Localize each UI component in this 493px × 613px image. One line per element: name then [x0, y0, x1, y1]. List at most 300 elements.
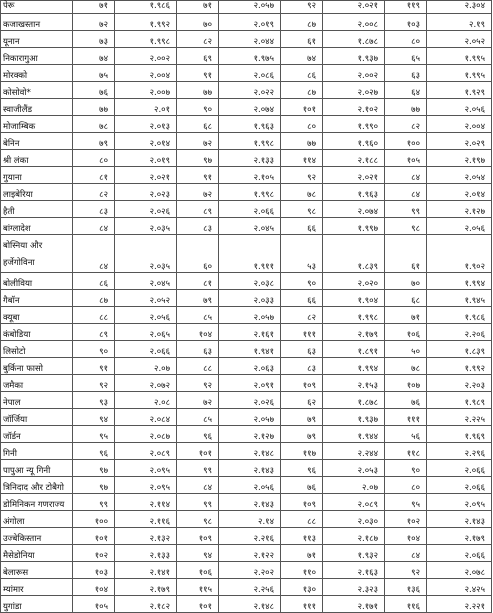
value-cell: १.९४१	[219, 341, 281, 358]
table-row	[1, 324, 492, 341]
country-name-cell: हैती	[1, 201, 73, 218]
value-cell: २.०८४	[115, 409, 177, 426]
value-cell: ६१	[281, 31, 323, 48]
table-row	[1, 31, 492, 48]
value-cell: १००	[73, 511, 115, 528]
value-cell: २.०५३	[323, 460, 385, 477]
value-cell: ८२	[177, 31, 219, 48]
value-cell: १.९११	[219, 235, 281, 273]
value-cell: ९६	[177, 426, 219, 443]
country-name-cell: बोस्निया और हर्जेगोविना	[1, 235, 73, 273]
value-cell: ७०	[385, 273, 427, 290]
value-cell: १.९९४	[427, 273, 492, 290]
table-row	[1, 596, 492, 613]
table-row	[1, 14, 492, 31]
value-cell: १००	[385, 133, 427, 150]
value-cell: १.९७५	[219, 48, 281, 65]
value-cell: १.८३९	[427, 341, 492, 358]
value-cell: २.०४५	[115, 273, 177, 290]
value-cell: २.००४	[115, 65, 177, 82]
value-cell: २.०६६	[219, 201, 281, 218]
table-row	[1, 392, 492, 409]
value-cell: २.०१९	[219, 14, 281, 31]
country-name-cell: यूनान	[1, 31, 73, 48]
value-cell: ८८	[73, 307, 115, 324]
country-name-cell: बुर्किना फासो	[1, 358, 73, 375]
value-cell: ८९	[177, 201, 219, 218]
value-cell: ८४	[385, 545, 427, 562]
value-cell: ९०	[281, 273, 323, 290]
table-row	[1, 184, 492, 201]
value-cell: २.०८६	[219, 65, 281, 82]
value-cell: ९०	[177, 99, 219, 116]
value-cell: ७५	[73, 65, 115, 82]
value-cell: ७७	[281, 133, 323, 150]
country-name-cell: मोरक्को	[1, 65, 73, 82]
value-cell: ८५	[177, 409, 219, 426]
value-cell: २.०५२	[115, 290, 177, 307]
value-cell: २.१४३	[219, 494, 281, 511]
value-cell: ९६	[281, 460, 323, 477]
country-name-cell: लिसोटो	[1, 341, 73, 358]
value-cell: ८०	[281, 116, 323, 133]
value-cell: ६८	[177, 116, 219, 133]
country-name-cell: म्यांमार	[1, 579, 73, 596]
value-cell: २.०७	[115, 358, 177, 375]
value-cell: ११४	[281, 150, 323, 167]
value-cell: ६९	[177, 48, 219, 65]
value-cell: २.०५६	[115, 307, 177, 324]
country-name-cell: पेरू	[1, 1, 73, 14]
value-cell: २.१२२	[219, 545, 281, 562]
value-cell: ९१	[73, 358, 115, 375]
value-cell: ७१	[385, 307, 427, 324]
value-cell: १.९२९	[427, 82, 492, 99]
value-cell: ८८	[281, 511, 323, 528]
country-name-cell: जॉर्डन	[1, 426, 73, 443]
value-cell: २.१९७	[427, 150, 492, 167]
value-cell: १११	[281, 324, 323, 341]
value-cell: ७२	[177, 184, 219, 201]
value-cell: १०१	[281, 99, 323, 116]
value-cell: ११७	[281, 443, 323, 460]
value-cell: ९८	[281, 201, 323, 218]
table-row	[1, 290, 492, 307]
value-cell: ७७	[385, 99, 427, 116]
value-cell: ७१	[281, 545, 323, 562]
value-cell: २.०२६	[219, 392, 281, 409]
value-cell: १.९९८	[323, 307, 385, 324]
value-cell: १०५	[385, 150, 427, 167]
value-cell: ९०	[385, 460, 427, 477]
value-cell: १०७	[385, 375, 427, 392]
value-cell: २.१५३	[323, 375, 385, 392]
value-cell: ९५	[385, 494, 427, 511]
value-cell: १०३	[73, 562, 115, 579]
table-row	[1, 116, 492, 133]
value-cell: २.११६	[115, 511, 177, 528]
value-cell: २.०५६	[219, 477, 281, 494]
value-cell: २.१३३	[115, 545, 177, 562]
value-cell: २.०८९	[323, 494, 385, 511]
table-row	[1, 65, 492, 82]
value-cell: १०४	[385, 528, 427, 545]
value-cell: १.९९८	[219, 184, 281, 201]
value-cell: २.०५७	[219, 1, 281, 14]
value-cell: २.२०२	[219, 562, 281, 579]
value-cell: १.९६३	[323, 184, 385, 201]
value-cell: २.१८७	[323, 528, 385, 545]
country-name-cell: कंबोडिया	[1, 324, 73, 341]
value-cell: २.२०६	[427, 324, 492, 341]
value-cell: १११	[385, 409, 427, 426]
value-cell: २.०२१	[323, 1, 385, 14]
value-cell: ७९	[73, 133, 115, 150]
value-cell: ७०	[177, 14, 219, 31]
value-cell: ८७	[73, 290, 115, 307]
table-row	[1, 273, 492, 290]
value-cell: १.९९७	[323, 218, 385, 235]
value-cell: २.००२	[323, 65, 385, 82]
value-cell: २.१७९	[427, 528, 492, 545]
value-cell: १.९३७	[323, 48, 385, 65]
value-cell: १०२	[385, 511, 427, 528]
value-cell: २.०९५	[427, 494, 492, 511]
value-cell: ८१	[177, 273, 219, 290]
value-cell: ८६	[73, 273, 115, 290]
value-cell: २.०३५	[115, 218, 177, 235]
value-cell: १.९९२	[427, 358, 492, 375]
value-cell: ७८	[73, 116, 115, 133]
value-cell: ६१	[385, 235, 427, 273]
value-cell: १०१	[73, 528, 115, 545]
value-cell: २.०६३	[219, 358, 281, 375]
value-cell: १.९६९	[427, 426, 492, 443]
value-cell: ६४	[385, 82, 427, 99]
table-row	[1, 133, 492, 150]
country-name-cell: कजाखस्तान	[1, 14, 73, 31]
value-cell: २.०६६	[115, 341, 177, 358]
table-row	[1, 528, 492, 545]
value-cell: २.१७९	[115, 579, 177, 596]
value-cell: ९५	[73, 426, 115, 443]
value-cell: ९९	[385, 201, 427, 218]
value-cell: २.२२५	[427, 409, 492, 426]
value-cell: २.०२०	[323, 273, 385, 290]
value-cell: २.०८	[115, 392, 177, 409]
value-cell: १०५	[73, 596, 115, 613]
table-row	[1, 218, 492, 235]
value-cell: २.१०२	[323, 99, 385, 116]
value-cell: १०३	[385, 14, 427, 31]
value-cell: ११६	[385, 596, 427, 613]
value-cell: १.८७८	[323, 392, 385, 409]
value-cell: १०९	[177, 528, 219, 545]
value-cell: ७९	[177, 290, 219, 307]
value-cell: २.०४४	[219, 31, 281, 48]
value-cell: २.०३५	[115, 235, 177, 273]
value-cell: २.२१६	[219, 528, 281, 545]
value-cell: १.९९४	[323, 358, 385, 375]
table-row	[1, 82, 492, 99]
value-cell: ९७	[73, 477, 115, 494]
value-cell: २.००७	[115, 82, 177, 99]
value-cell: ६६	[281, 218, 323, 235]
table-row	[1, 477, 492, 494]
value-cell: २.०९१	[219, 375, 281, 392]
table-row	[1, 150, 492, 167]
value-cell: ८३	[73, 201, 115, 218]
value-cell: ८९	[73, 324, 115, 341]
value-cell: ६८	[385, 290, 427, 307]
value-cell: ७२	[177, 133, 219, 150]
value-cell: २.२५६	[219, 579, 281, 596]
value-cell: २.१८२	[115, 596, 177, 613]
value-cell: २.१०५	[219, 167, 281, 184]
value-cell: ८३	[177, 218, 219, 235]
value-cell: ८१	[73, 167, 115, 184]
value-cell: ५३	[281, 235, 323, 273]
table-row	[1, 375, 492, 392]
value-cell: २.०२१	[115, 167, 177, 184]
table-row	[1, 235, 492, 273]
value-cell: २.०२९	[427, 133, 492, 150]
table-row	[1, 99, 492, 116]
value-cell: २.१६१	[219, 324, 281, 341]
value-cell: २.३२३	[323, 579, 385, 596]
value-cell: ७६	[385, 392, 427, 409]
value-cell: १.८९१	[323, 341, 385, 358]
value-cell: २.०५७	[219, 307, 281, 324]
table-row	[1, 545, 492, 562]
value-cell: २.१२७	[427, 201, 492, 218]
value-cell: ९२	[281, 167, 323, 184]
table-row	[1, 562, 492, 579]
value-cell: १०६	[385, 324, 427, 341]
value-cell: २.०१४	[115, 133, 177, 150]
value-cell: २.०२३	[115, 184, 177, 201]
value-cell: ७४	[73, 48, 115, 65]
country-name-cell: जॉर्जिया	[1, 409, 73, 426]
country-name-cell: अंगोला	[1, 511, 73, 528]
value-cell: २.४२५	[427, 579, 492, 596]
value-cell: १.९४५	[427, 290, 492, 307]
value-cell: ८४	[73, 218, 115, 235]
value-cell: १०९	[281, 375, 323, 392]
value-cell: २.०३८	[219, 273, 281, 290]
value-cell: २.०५६	[427, 99, 492, 116]
value-cell: २.०९५	[115, 477, 177, 494]
value-cell: २.०६६	[427, 545, 492, 562]
value-cell: २.१७९	[323, 324, 385, 341]
value-cell: २.०६६	[427, 460, 492, 477]
value-cell: १.९९०	[323, 116, 385, 133]
value-cell: १.९९५	[427, 65, 492, 82]
country-name-cell: कोसोवो*	[1, 82, 73, 99]
country-name-cell: त्रिनिदाद और टोबैगो	[1, 477, 73, 494]
value-cell: १०६	[177, 562, 219, 579]
value-cell: ८२	[281, 307, 323, 324]
table-row	[1, 1, 492, 14]
value-cell: ७८	[385, 358, 427, 375]
value-cell: २.००२	[115, 48, 177, 65]
value-cell: २.००४	[427, 116, 492, 133]
value-cell: ८६	[281, 65, 323, 82]
value-cell: १३०	[281, 579, 323, 596]
value-cell: ६३	[281, 341, 323, 358]
value-cell: २.०१९	[115, 150, 177, 167]
value-cell: १०४	[177, 324, 219, 341]
value-cell: ७७	[177, 82, 219, 99]
value-cell: ९३	[73, 392, 115, 409]
value-cell: ७४	[281, 48, 323, 65]
value-cell: २.१४८	[219, 443, 281, 460]
value-cell: ७२	[177, 392, 219, 409]
value-cell: ९९	[73, 494, 115, 511]
value-cell: ७६	[281, 477, 323, 494]
value-cell: २.२२१	[427, 596, 492, 613]
country-name-cell: बेनिन	[1, 133, 73, 150]
value-cell: ९१	[177, 65, 219, 82]
value-cell: २.०५६	[427, 218, 492, 235]
table-row	[1, 460, 492, 477]
value-cell: २.०५७	[219, 409, 281, 426]
country-name-cell: निकारागुआ	[1, 48, 73, 65]
value-cell: १.९६०	[323, 133, 385, 150]
value-cell: ८२	[385, 116, 427, 133]
table-row	[1, 167, 492, 184]
value-cell: ९०	[73, 341, 115, 358]
value-cell: १०१	[177, 596, 219, 613]
value-cell: २.०६५	[115, 324, 177, 341]
value-cell: २.०८७	[115, 426, 177, 443]
country-name-cell: नेपाल	[1, 392, 73, 409]
value-cell: ८४	[177, 477, 219, 494]
value-cell: ९८	[177, 511, 219, 528]
value-cell: ६०	[177, 235, 219, 273]
value-cell: २.१४३	[427, 511, 492, 528]
value-cell: ८४	[385, 184, 427, 201]
value-cell: २.०३३	[219, 290, 281, 307]
country-name-cell: बोलीविया	[1, 273, 73, 290]
value-cell: १०९	[281, 494, 323, 511]
value-cell: ८३	[281, 358, 323, 375]
country-name-cell: बेलारूस	[1, 562, 73, 579]
value-cell: ६६	[281, 290, 323, 307]
value-cell: २.२९६	[427, 443, 492, 460]
value-cell: २.१९	[427, 14, 492, 31]
country-name-cell: गिनी	[1, 443, 73, 460]
value-cell: १.९९८	[115, 31, 177, 48]
value-cell: ९७	[177, 150, 219, 167]
value-cell: ११८	[385, 443, 427, 460]
value-cell: २.११४	[115, 494, 177, 511]
value-cell: ७३	[73, 31, 115, 48]
value-cell: ७२	[73, 14, 115, 31]
value-cell: १.९९८	[219, 133, 281, 150]
table-row	[1, 579, 492, 596]
value-cell: ९४	[177, 545, 219, 562]
value-cell: १.९०२	[427, 235, 492, 273]
country-name-cell: क्यूबा	[1, 307, 73, 324]
value-cell: ११३	[281, 528, 323, 545]
table-body	[1, 1, 492, 613]
value-cell: १३६	[385, 579, 427, 596]
table-row	[1, 426, 492, 443]
value-cell: २.१३३	[219, 150, 281, 167]
country-name-cell: श्री लंका	[1, 150, 73, 167]
value-cell: ६२	[281, 392, 323, 409]
value-cell: ५०	[385, 341, 427, 358]
value-cell: १.९८६	[427, 307, 492, 324]
value-cell: १.९३२	[323, 545, 385, 562]
country-name-cell: गुयाना	[1, 167, 73, 184]
value-cell: २.२४४	[323, 443, 385, 460]
value-cell: २.००८	[323, 14, 385, 31]
value-cell: ९६	[73, 443, 115, 460]
value-cell: २.१७१	[323, 596, 385, 613]
value-cell: ५६	[385, 426, 427, 443]
value-cell: ८५	[177, 307, 219, 324]
value-cell: २.०२१	[323, 167, 385, 184]
value-cell: २.१६३	[323, 562, 385, 579]
value-cell: २.१३२	[115, 528, 177, 545]
value-cell: २.०९५	[115, 460, 177, 477]
value-cell: ७९	[281, 409, 323, 426]
value-cell: २.१४	[219, 511, 281, 528]
value-cell: २.०७४	[219, 99, 281, 116]
country-name-cell: बांग्लादेश	[1, 218, 73, 235]
value-cell: १.९३७	[323, 409, 385, 426]
value-cell: १११	[281, 596, 323, 613]
value-cell: २.०८९	[115, 443, 177, 460]
value-cell: २.३०४	[427, 1, 492, 14]
value-cell: १.९०४	[323, 290, 385, 307]
country-name-cell: डोमिनिकन गणराज्य	[1, 494, 73, 511]
value-cell: १०४	[73, 579, 115, 596]
value-cell: ८०	[385, 477, 427, 494]
value-cell: ६५	[385, 48, 427, 65]
value-cell: ६३	[177, 341, 219, 358]
value-cell: १.९४४	[323, 426, 385, 443]
value-cell: ७९	[281, 426, 323, 443]
value-cell: ११०	[281, 562, 323, 579]
value-cell: ७८	[281, 184, 323, 201]
value-cell: ९९	[177, 494, 219, 511]
value-cell: ८४	[73, 235, 115, 273]
value-cell: ८२	[73, 184, 115, 201]
table-row	[1, 341, 492, 358]
table-row	[1, 201, 492, 218]
value-cell: १.८७८	[323, 31, 385, 48]
value-cell: २.०५२	[427, 31, 492, 48]
value-cell: २.१२७	[219, 426, 281, 443]
table-row	[1, 494, 492, 511]
value-cell: ९२	[177, 375, 219, 392]
value-cell: ७७	[73, 99, 115, 116]
table-row	[1, 443, 492, 460]
value-cell: २.०१३	[115, 116, 177, 133]
value-cell: ९१	[177, 167, 219, 184]
value-cell: २.०५४	[427, 167, 492, 184]
table-row	[1, 307, 492, 324]
value-cell: ९८	[385, 218, 427, 235]
value-cell: २.०६६	[427, 477, 492, 494]
country-name-cell: मैसेडोनिया	[1, 545, 73, 562]
value-cell: १.८३९	[323, 235, 385, 273]
value-cell: २.१८८	[323, 150, 385, 167]
country-name-cell: पापुआ न्यू गिनी	[1, 460, 73, 477]
